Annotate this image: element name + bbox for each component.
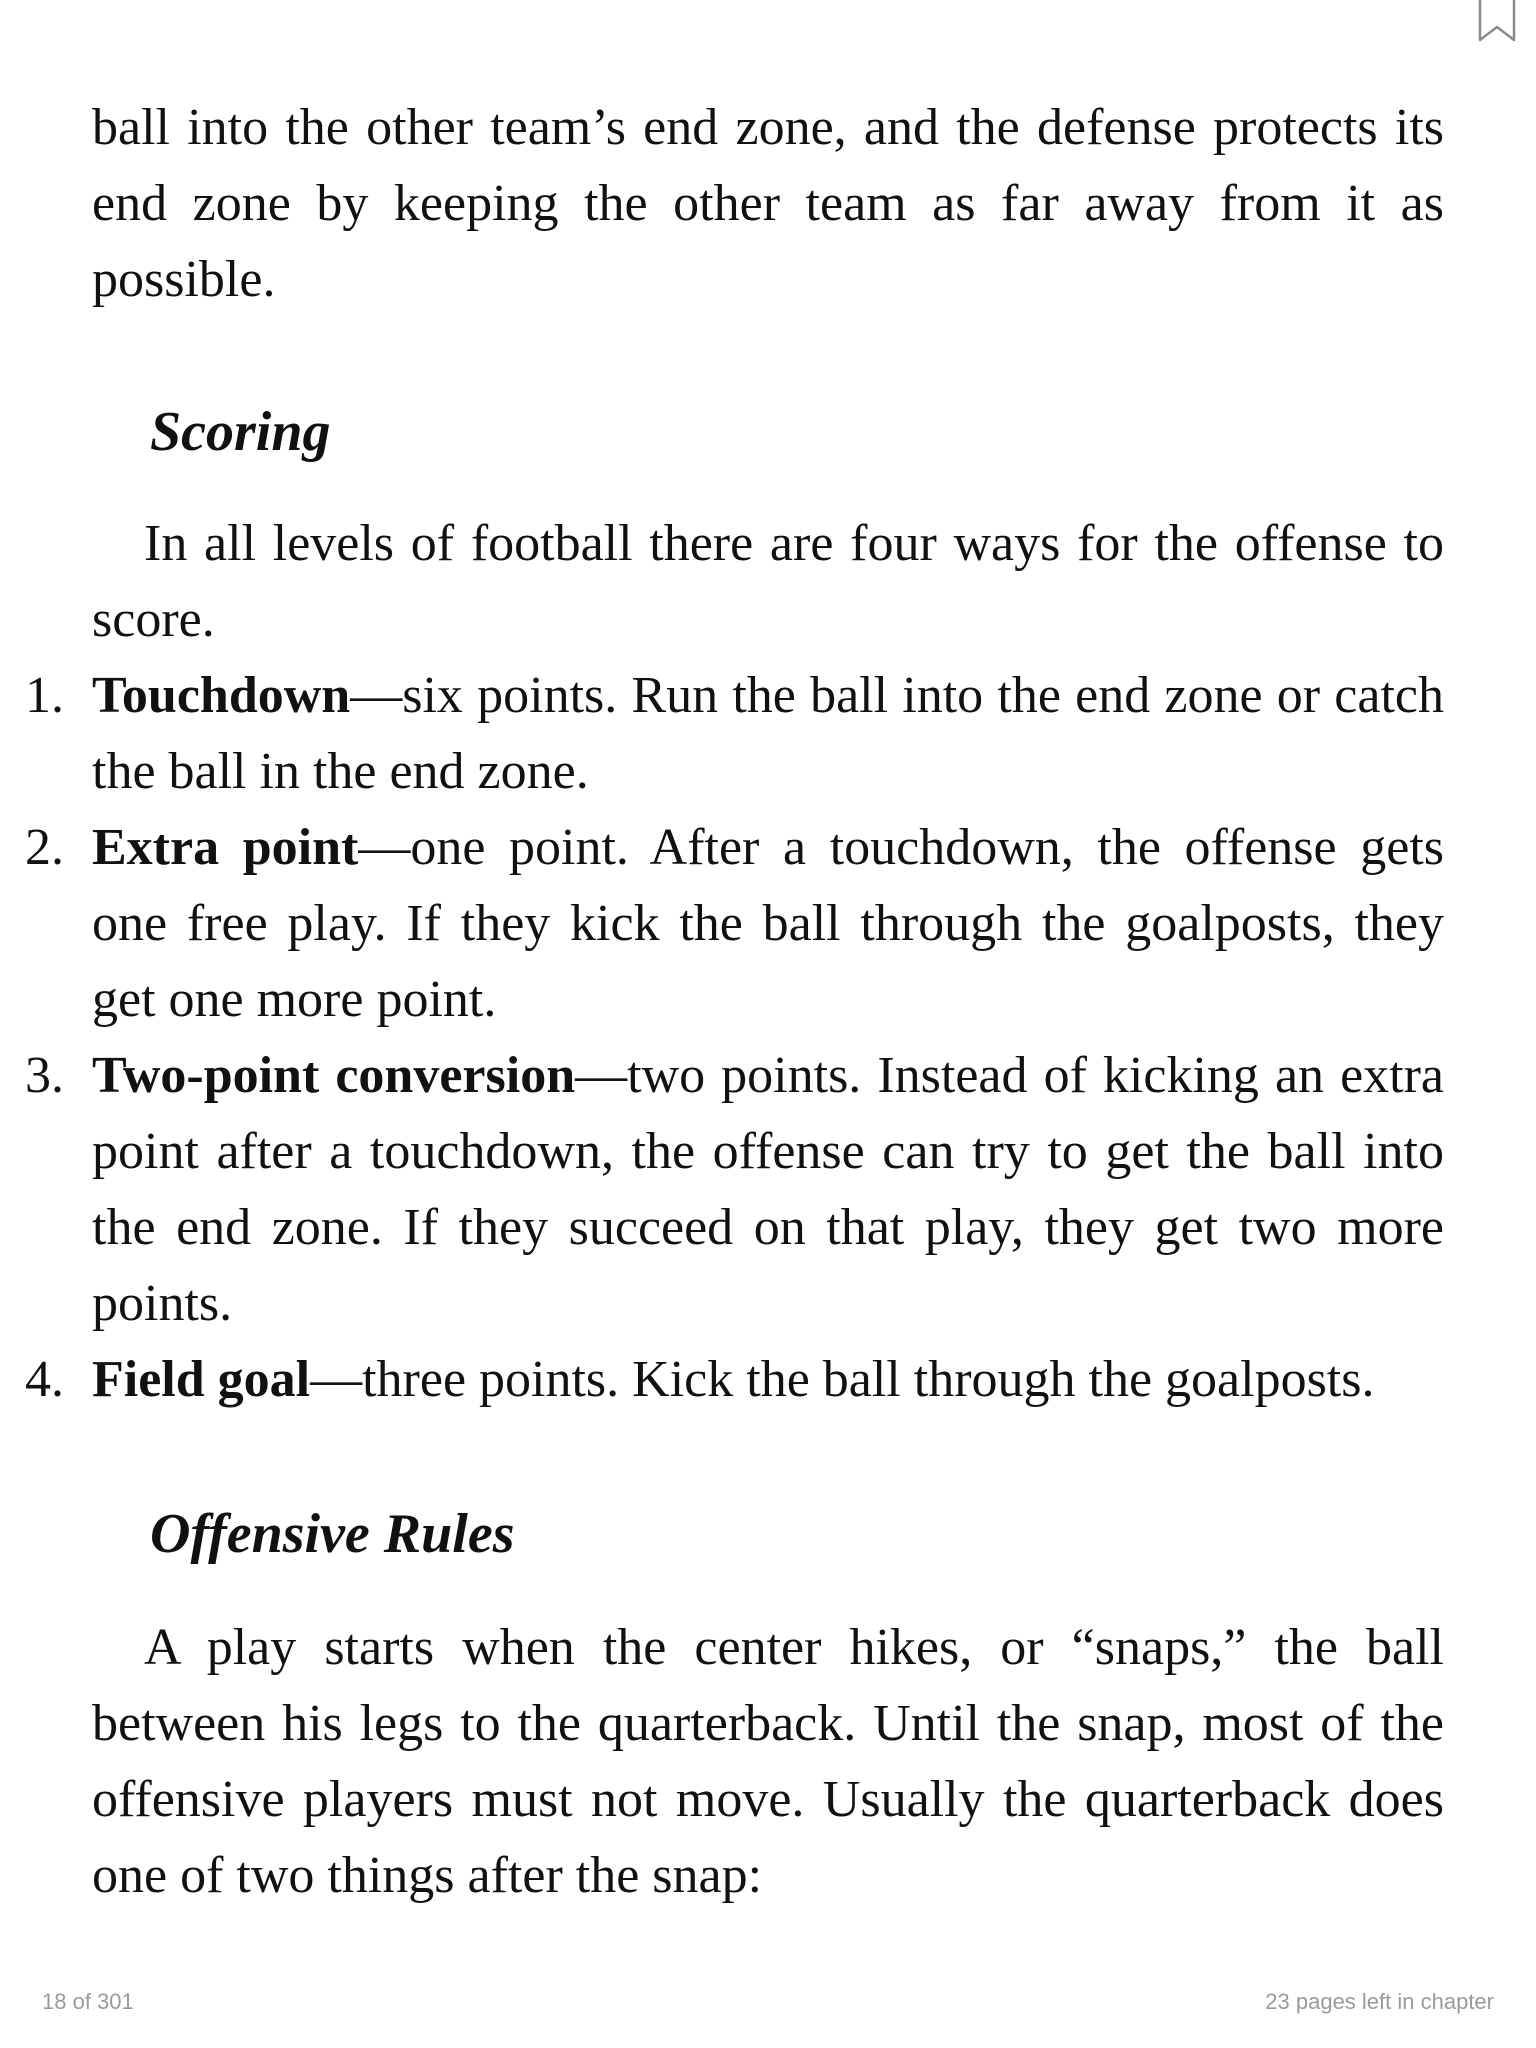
list-item xyxy=(25,1038,1445,1342)
list-desc: —two points. Instead of kicking an extra point after a touchdown, the offense can try to get the ball into the end zone. If they succeed on that play, they get two more points. xyxy=(92,1047,1445,1332)
list-desc: —one point. After a touchdown, the offense gets one free play. If they kick the ball through the goalposts, they get one more point. xyxy=(92,819,1445,1028)
section-heading-offensive-rules: Offensive Rules xyxy=(150,1503,515,1565)
list-desc: —three points. Kick the ball through the goalposts. xyxy=(310,1351,1375,1408)
list-item xyxy=(25,810,1445,1038)
list-term: Field goal xyxy=(92,1351,311,1408)
section-heading-scoring: Scoring xyxy=(150,401,331,463)
list-term: Extra point xyxy=(92,819,359,876)
book-page xyxy=(25,90,1445,1914)
list-term: Touchdown xyxy=(92,667,351,724)
list-item xyxy=(25,1342,1444,1418)
list-item xyxy=(25,658,1444,810)
list-number: 2. xyxy=(25,819,64,876)
list-term: Two-point conversion xyxy=(92,1047,576,1104)
offensive-rules-paragraph: A play starts when the center hikes, or “snaps,” the ball between his legs to the quarterback. Until the snap, most of the offensive players must not move. Usually the quarterback does one of two things after the snap: xyxy=(92,1619,1444,1904)
list-number: 4. xyxy=(25,1351,64,1408)
bookmark-icon[interactable] xyxy=(1474,0,1520,46)
pages-left-in-chapter: 23 pages left in chapter xyxy=(1265,1989,1494,2014)
list-number: 3. xyxy=(25,1047,64,1104)
scoring-list xyxy=(25,658,1445,1418)
list-number: 1. xyxy=(25,667,64,724)
page-position: 18 of 301 xyxy=(42,1989,134,2014)
intro-paragraph: ball into the other team’s end zone, and the defense protects its end zone by keeping the other team as far away from it as possible. xyxy=(92,99,1444,308)
scoring-paragraph: In all levels of football there are four ways for the offense to score. xyxy=(92,515,1444,648)
list-desc: —six points. Run the ball into the end zone or catch the ball in the end zone. xyxy=(92,667,1444,800)
